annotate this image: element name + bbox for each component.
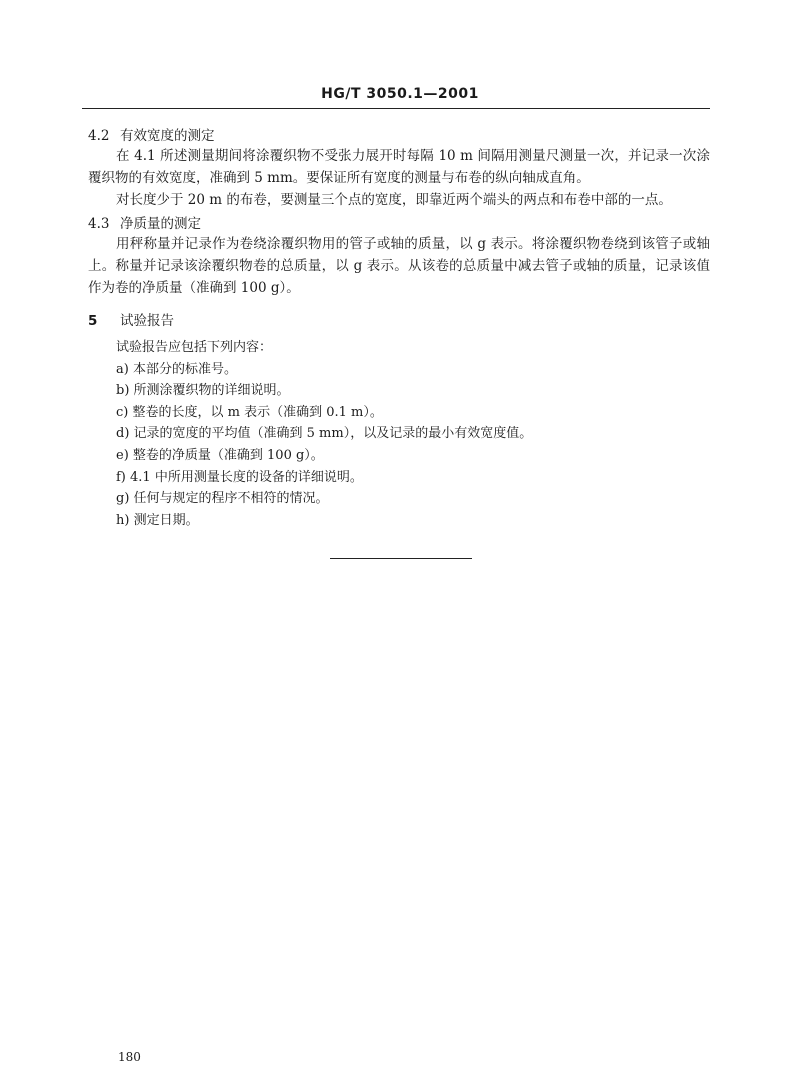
list-item: f) 4.1 中所用测量长度的设备的详细说明。: [116, 469, 363, 485]
page-number: 180: [118, 1050, 141, 1064]
list-item: a) 本部分的标准号。: [116, 361, 237, 377]
list-item: g) 任何与规定的程序不相符的情况。: [116, 491, 329, 507]
header-rule: [82, 108, 710, 109]
section-title: 有效宽度的测定: [120, 128, 215, 144]
list-item: d) 记录的宽度的平均值（准确到 5 mm），以及记录的最小有效宽度值。: [116, 426, 533, 442]
list-item: b) 所测涂覆织物的详细说明。: [116, 383, 290, 399]
standard-code-header: HG/T 3050.1—2001: [321, 86, 479, 102]
section-number: 4.3: [88, 216, 110, 232]
section-4-2-heading: [88, 124, 215, 144]
section-4-3-heading: [88, 212, 201, 232]
list-intro: 试验报告应包括下列内容：: [116, 340, 273, 355]
section-4-3-paragraph: 用秤称量并记录作为卷绕涂覆织物用的管子或轴的质量，以 g 表示。将涂覆织物卷绕到该管子或轴上。称量并记录该涂覆织物卷的总质量，以 g 表示。从该卷的总质量中减去管子或轴的质量，记录该值作为卷的净质量（准确到 100 g）。: [88, 236, 710, 296]
section-number: 5: [88, 313, 98, 329]
report-contents-list: [116, 337, 532, 531]
section-title: 试验报告: [120, 313, 174, 329]
section-4-2-paragraph-2: 对长度少于 20 m 的布卷，要测量三个点的宽度，即靠近两个端头的两点和布卷中部的一点。: [116, 192, 672, 208]
list-item: e) 整卷的净质量（准确到 100 g）。: [116, 447, 324, 463]
section-4-2-paragraph-1: 在 4.1 所述测量期间将涂覆织物不受张力展开时每隔 10 m 间隔用测量尺测量一次，并记录一次涂覆织物的有效宽度，准确到 5 mm。要保证所有宽度的测量与布卷的纵向轴成直角。: [88, 148, 710, 186]
list-item: c) 整卷的长度，以 m 表示（准确到 0.1 m）。: [116, 404, 383, 420]
end-of-document-rule: [330, 558, 472, 559]
section-5-heading: [88, 309, 174, 329]
section-title: 净质量的测定: [120, 216, 201, 232]
list-item: h) 测定日期。: [116, 512, 199, 528]
section-number: 4.2: [88, 128, 110, 144]
